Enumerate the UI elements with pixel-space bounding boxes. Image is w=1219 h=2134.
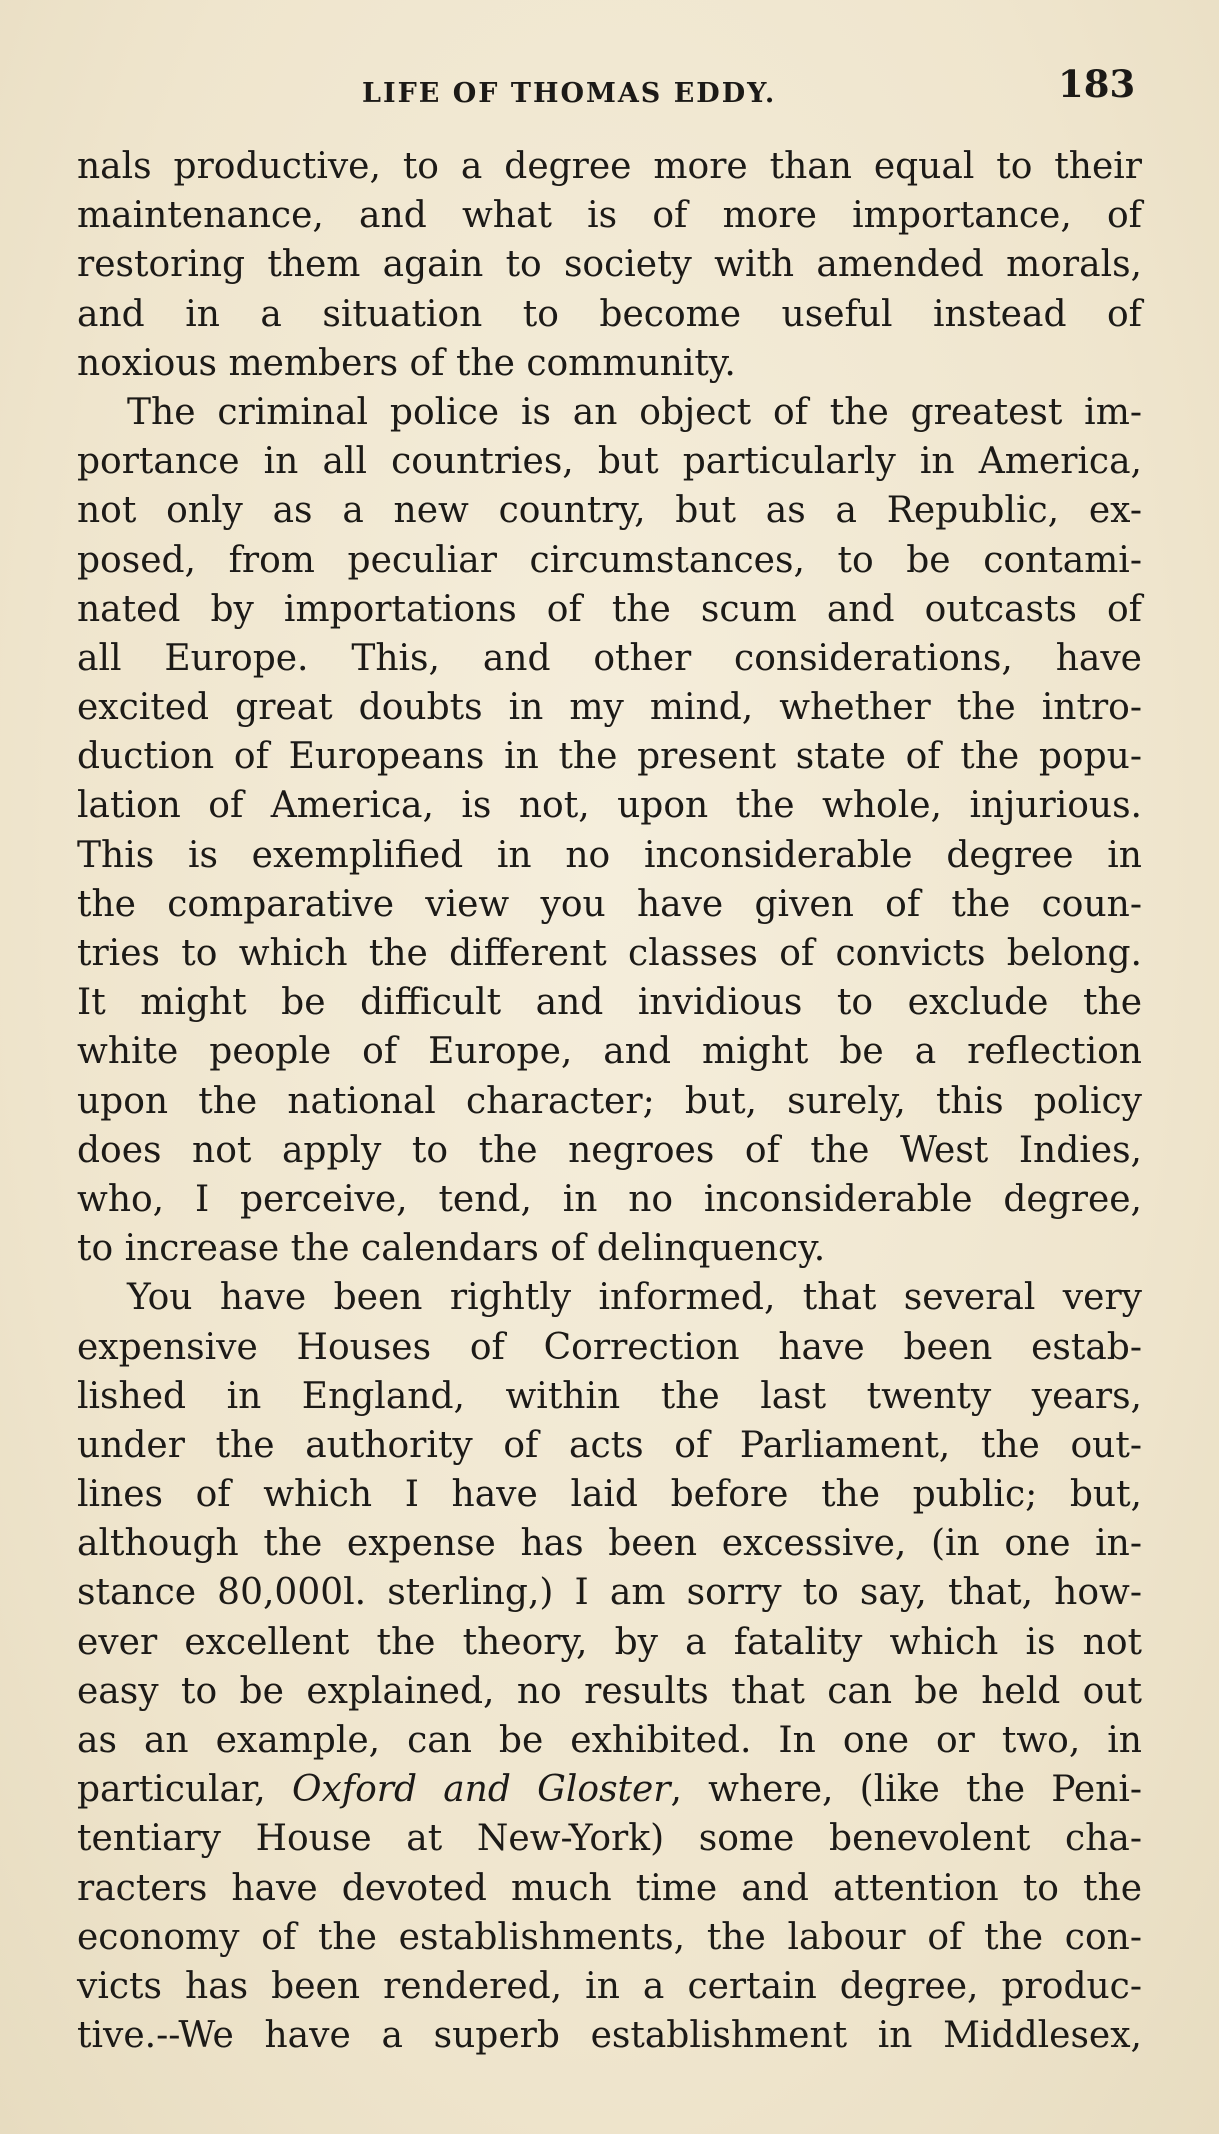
text-line: lation of America, is not, upon the whole, injurious.: [77, 785, 1142, 827]
paragraph-3: [77, 1273, 1142, 2060]
text-line: although the expense has been excessive, (in one in-: [77, 1523, 1142, 1565]
running-title: LIFE OF THOMAS EDDY.: [362, 78, 777, 109]
text-line: maintenance, and what is of more importance, of: [77, 195, 1142, 237]
text-line: racters have devoted much time and attention to the: [77, 1867, 1142, 1909]
text-line: tive.--We have a superb establishment in Middlesex,: [77, 2015, 1142, 2057]
text-line: You have been rightly informed, that several very: [127, 1277, 1142, 1319]
text-line: all Europe. This, and other considerations, have: [77, 637, 1142, 679]
italic-place-names: Oxford and Gloster: [291, 1769, 671, 1811]
text-line: stance 80,000l. sterling,) I am sorry to say, that, how-: [77, 1572, 1142, 1614]
text-line: posed, from peculiar circumstances, to be contami-: [77, 539, 1142, 581]
text-line: as an example, can be exhibited. In one or two, in: [77, 1720, 1142, 1761]
text-line: portance in all countries, but particularly in America,: [77, 441, 1142, 483]
italic-line-after: , where, (like the Peni-: [670, 1769, 1142, 1811]
text-line: tries to which the different classes of convicts belong.: [77, 933, 1142, 974]
text-line: lished in England, within the last twenty years,: [77, 1375, 1142, 1417]
text-line: who, I perceive, tend, in no inconsiderable degree,: [77, 1178, 1142, 1220]
text-line: duction of Europeans in the present state of the popu-: [77, 736, 1142, 778]
text-line: noxious members of the community.: [77, 342, 736, 384]
text-line: ever excellent the theory, by a fatality which is not: [77, 1621, 1142, 1663]
text-line-with-italics: [77, 1765, 1142, 1814]
text-line: does not apply to the negroes of the West Indies,: [77, 1129, 1142, 1171]
italic-line-before: particular,: [77, 1769, 292, 1811]
text-line: expensive Houses of Correction have been estab-: [77, 1326, 1142, 1368]
text-line: to increase the calendars of delinquency.: [77, 1228, 826, 1270]
text-line: victs has been rendered, in a certain degree, produc-: [77, 1965, 1142, 2007]
page-number: 183: [1058, 62, 1136, 106]
text-line: under the authority of acts of Parliament, the out-: [77, 1424, 1142, 1466]
text-line: tentiary House at New-York) some benevolent cha-: [77, 1818, 1142, 1860]
text-line: white people of Europe, and might be a reflection: [77, 1031, 1142, 1073]
text-line: This is exemplified in no inconsiderable degree in: [77, 834, 1142, 876]
text-line: economy of the establishments, the labour of the con-: [77, 1916, 1142, 1958]
paragraph-1: [77, 142, 1142, 388]
text-line: excited great doubts in my mind, whether the intro-: [77, 687, 1142, 729]
text-line: The criminal police is an object of the greatest im-: [127, 391, 1142, 433]
text-line: nated by importations of the scum and outcasts of: [77, 588, 1142, 630]
text-line: not only as a new country, but as a Republic, ex-: [77, 490, 1142, 532]
text-line: restoring them again to society with amended morals,: [77, 244, 1142, 286]
paragraph-2: [77, 388, 1142, 1273]
text-line: the comparative view you have given of the coun-: [77, 883, 1142, 925]
body-text: [77, 142, 1142, 2060]
text-line: It might be difficult and invidious to exclude the: [77, 982, 1142, 1024]
text-line: and in a situation to become useful instead of: [77, 293, 1142, 335]
page-header: [0, 60, 1219, 120]
text-line: nals productive, to a degree more than equal to their: [77, 146, 1142, 187]
text-line: easy to be explained, no results that can be held out: [77, 1670, 1142, 1712]
text-line: lines of which I have laid before the public; but,: [77, 1474, 1142, 1516]
text-line: upon the national character; but, surely, this policy: [77, 1080, 1142, 1122]
